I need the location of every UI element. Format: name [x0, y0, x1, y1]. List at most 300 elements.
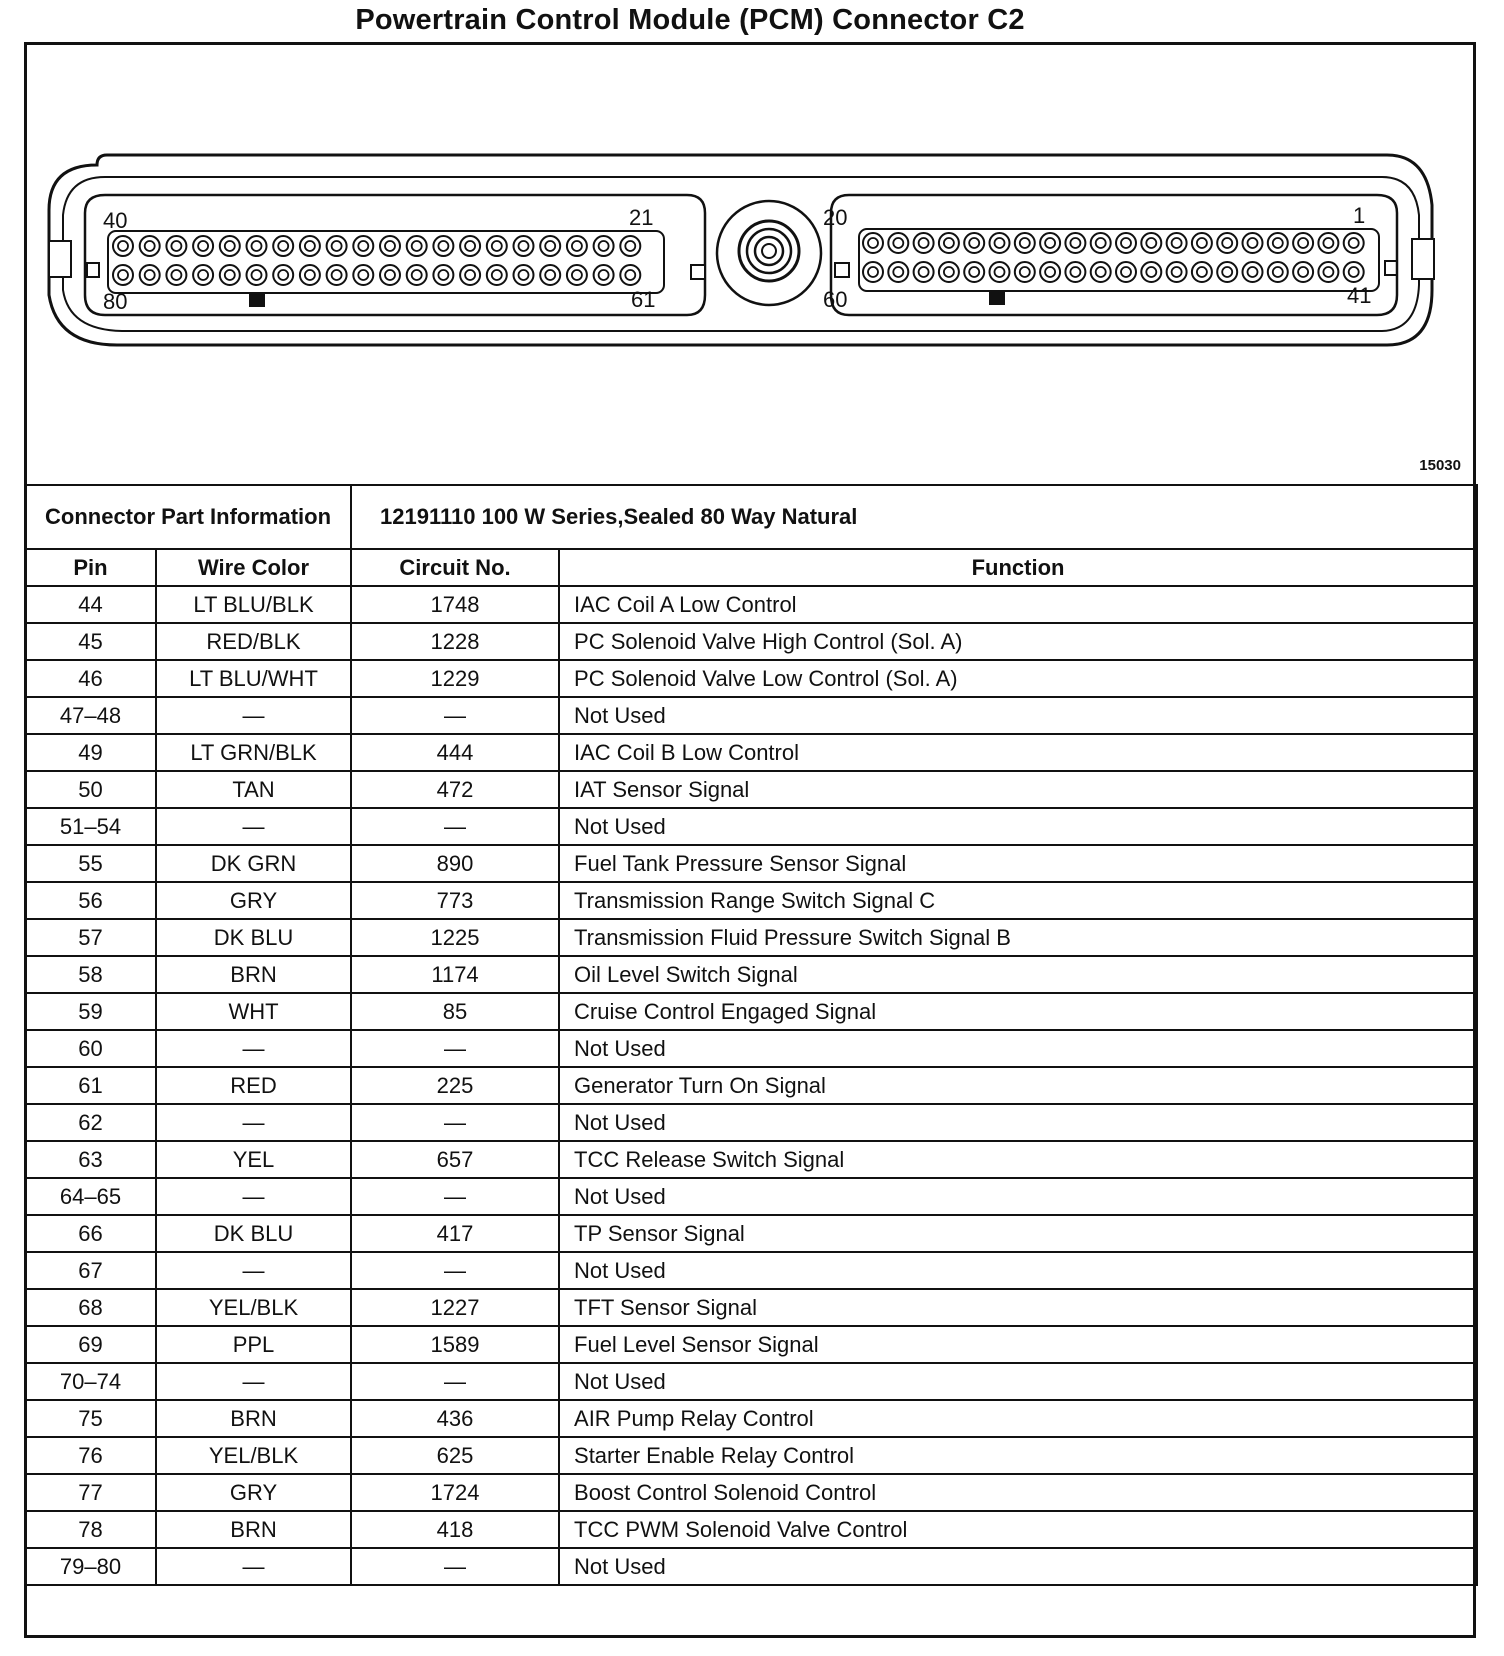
pin-cell: 62: [25, 1104, 156, 1141]
pin-socket-core: [1323, 238, 1333, 248]
pin-socket-core: [868, 238, 878, 248]
function-cell: Not Used: [559, 1104, 1477, 1141]
function-cell: TCC Release Switch Signal: [559, 1141, 1477, 1178]
pin-socket-core: [465, 241, 475, 251]
pin-cell: 76: [25, 1437, 156, 1474]
pin-socket-core: [944, 267, 954, 277]
pin-socket-core: [358, 270, 368, 280]
function-cell: IAC Coil B Low Control: [559, 734, 1477, 771]
circuit-no-cell: 418: [351, 1511, 559, 1548]
pin-socket: [1015, 233, 1035, 253]
function-cell: TFT Sensor Signal: [559, 1289, 1477, 1326]
pin-cell: 68: [25, 1289, 156, 1326]
pinout-table: [24, 484, 1478, 1586]
function-cell: Not Used: [559, 1178, 1477, 1215]
pin-socket-core: [412, 270, 422, 280]
pin-cell: 61: [25, 1067, 156, 1104]
pin-socket: [1192, 262, 1212, 282]
function-cell: AIR Pump Relay Control: [559, 1400, 1477, 1437]
pin-cell: 45: [25, 623, 156, 660]
pin-socket-core: [1096, 238, 1106, 248]
pin-socket-core: [868, 267, 878, 277]
table-row: [25, 1215, 1477, 1252]
pin-socket-core: [1197, 267, 1207, 277]
connector-info-value: 12191110 100 W Series,Sealed 80 Way Natural: [351, 485, 1477, 549]
pin-socket: [113, 236, 133, 256]
pin-socket: [620, 265, 640, 285]
table-row: [25, 1104, 1477, 1141]
table-row: [25, 882, 1477, 919]
pin-socket-core: [1273, 238, 1283, 248]
pin-label-60: 60: [823, 287, 848, 312]
circuit-no-cell: —: [351, 697, 559, 734]
header-wire-color: Wire Color: [156, 549, 351, 586]
pin-socket: [1293, 262, 1313, 282]
pin-socket: [140, 236, 160, 256]
pin-socket: [939, 262, 959, 282]
pin-socket: [964, 233, 984, 253]
wire-color-cell: BRN: [156, 956, 351, 993]
pin-socket-core: [492, 270, 502, 280]
pin-socket: [300, 265, 320, 285]
pin-socket: [567, 236, 587, 256]
header-circuit-no: Circuit No.: [351, 549, 559, 586]
circuit-no-cell: —: [351, 1363, 559, 1400]
table-row: [25, 660, 1477, 697]
pin-cell: 70–74: [25, 1363, 156, 1400]
wire-color-cell: DK BLU: [156, 919, 351, 956]
pin-socket: [1167, 262, 1187, 282]
function-cell: PC Solenoid Valve High Control (Sol. A): [559, 623, 1477, 660]
circuit-no-cell: 1229: [351, 660, 559, 697]
function-cell: TCC PWM Solenoid Valve Control: [559, 1511, 1477, 1548]
pin-socket-core: [225, 241, 235, 251]
circuit-no-cell: 444: [351, 734, 559, 771]
pin-socket: [990, 233, 1010, 253]
wire-color-cell: BRN: [156, 1400, 351, 1437]
pin-socket: [247, 265, 267, 285]
pin-socket-core: [412, 241, 422, 251]
pin-socket: [990, 262, 1010, 282]
table-row: [25, 1363, 1477, 1400]
pin-socket-core: [171, 241, 181, 251]
pin-socket-core: [1248, 238, 1258, 248]
pin-socket: [433, 236, 453, 256]
pin-socket-core: [305, 241, 315, 251]
wire-color-cell: GRY: [156, 882, 351, 919]
table-row: [25, 1437, 1477, 1474]
circuit-no-cell: 472: [351, 771, 559, 808]
wire-color-cell: GRY: [156, 1474, 351, 1511]
wire-color-cell: —: [156, 697, 351, 734]
wire-color-cell: LT BLU/WHT: [156, 660, 351, 697]
table-row: [25, 993, 1477, 1030]
header-pin: Pin: [25, 549, 156, 586]
pin-socket-core: [1349, 238, 1359, 248]
pin-socket-core: [519, 270, 529, 280]
wire-color-cell: LT GRN/BLK: [156, 734, 351, 771]
pin-socket-core: [118, 270, 128, 280]
pin-socket-core: [1045, 238, 1055, 248]
function-cell: Oil Level Switch Signal: [559, 956, 1477, 993]
circuit-no-cell: 1225: [351, 919, 559, 956]
pin-socket: [1116, 233, 1136, 253]
pin-socket: [487, 265, 507, 285]
function-cell: PC Solenoid Valve Low Control (Sol. A): [559, 660, 1477, 697]
circuit-no-cell: 625: [351, 1437, 559, 1474]
pin-label-20: 20: [823, 205, 848, 230]
pin-socket: [567, 265, 587, 285]
function-cell: Not Used: [559, 697, 1477, 734]
center-bolt: [717, 201, 821, 305]
pin-socket: [220, 236, 240, 256]
pin-socket-core: [198, 270, 208, 280]
wire-color-cell: BRN: [156, 1511, 351, 1548]
pin-socket: [1217, 233, 1237, 253]
function-cell: Generator Turn On Signal: [559, 1067, 1477, 1104]
pin-socket: [460, 236, 480, 256]
right-key-mark: [989, 291, 1005, 305]
pin-cell: 46: [25, 660, 156, 697]
pin-cell: 56: [25, 882, 156, 919]
pin-socket-core: [919, 238, 929, 248]
pin-label-61: 61: [631, 287, 656, 312]
pin-socket: [193, 265, 213, 285]
wire-color-cell: TAN: [156, 771, 351, 808]
function-cell: Cruise Control Engaged Signal: [559, 993, 1477, 1030]
circuit-no-cell: 85: [351, 993, 559, 1030]
wire-color-cell: RED: [156, 1067, 351, 1104]
connector-diagram: [27, 45, 1473, 483]
pin-socket-core: [919, 267, 929, 277]
table-row: [25, 1511, 1477, 1548]
pin-socket: [1116, 262, 1136, 282]
table-row: [25, 1067, 1477, 1104]
pin-socket: [220, 265, 240, 285]
pin-socket: [1318, 233, 1338, 253]
pin-cell: 69: [25, 1326, 156, 1363]
connector-info-label: Connector Part Information: [25, 485, 351, 549]
table-row: [25, 919, 1477, 956]
pin-cell: 66: [25, 1215, 156, 1252]
pin-socket: [327, 236, 347, 256]
circuit-no-cell: 890: [351, 845, 559, 882]
pin-socket: [380, 236, 400, 256]
circuit-no-cell: 773: [351, 882, 559, 919]
pin-socket-core: [625, 270, 635, 280]
pin-socket-core: [1172, 238, 1182, 248]
pin-socket: [1167, 233, 1187, 253]
right-pin-block: [831, 195, 1397, 315]
wire-color-cell: YEL/BLK: [156, 1437, 351, 1474]
wire-color-cell: DK BLU: [156, 1215, 351, 1252]
table-row: [25, 1141, 1477, 1178]
pin-socket: [407, 236, 427, 256]
pin-socket: [1091, 233, 1111, 253]
circuit-no-cell: —: [351, 1104, 559, 1141]
circuit-no-cell: 1724: [351, 1474, 559, 1511]
pin-socket-core: [572, 241, 582, 251]
pin-socket-core: [1298, 238, 1308, 248]
pin-socket-core: [438, 241, 448, 251]
wire-color-cell: —: [156, 1030, 351, 1067]
pin-cell: 57: [25, 919, 156, 956]
pin-socket-core: [278, 270, 288, 280]
table-row: [25, 1400, 1477, 1437]
pin-socket-core: [1070, 267, 1080, 277]
wire-color-cell: —: [156, 808, 351, 845]
table-row: [25, 808, 1477, 845]
function-cell: Starter Enable Relay Control: [559, 1437, 1477, 1474]
pin-cell: 67: [25, 1252, 156, 1289]
pin-socket: [1065, 262, 1085, 282]
pin-socket-core: [145, 241, 155, 251]
table-row: [25, 1030, 1477, 1067]
pin-socket-core: [893, 238, 903, 248]
left-key-mark: [249, 293, 265, 307]
wire-color-cell: PPL: [156, 1326, 351, 1363]
function-cell: Not Used: [559, 808, 1477, 845]
pin-socket-core: [1222, 267, 1232, 277]
pin-socket-core: [225, 270, 235, 280]
pin-socket-core: [145, 270, 155, 280]
pin-socket: [1192, 233, 1212, 253]
table-row: [25, 623, 1477, 660]
circuit-no-cell: 1174: [351, 956, 559, 993]
pin-cell: 79–80: [25, 1548, 156, 1585]
circuit-no-cell: —: [351, 1178, 559, 1215]
pin-cell: 44: [25, 586, 156, 623]
pin-socket-core: [1197, 238, 1207, 248]
pin-socket-core: [1121, 267, 1131, 277]
pin-socket-core: [545, 270, 555, 280]
connector-outline-svg: [27, 45, 1473, 483]
pin-socket-core: [1349, 267, 1359, 277]
pin-socket: [166, 265, 186, 285]
table-row: [25, 1474, 1477, 1511]
wire-color-cell: —: [156, 1178, 351, 1215]
pin-socket-core: [1020, 238, 1030, 248]
pin-socket: [247, 236, 267, 256]
page-title: Powertrain Control Module (PCM) Connector C2: [355, 4, 1025, 36]
pin-socket: [300, 236, 320, 256]
circuit-no-cell: 436: [351, 1400, 559, 1437]
pin-socket: [1065, 233, 1085, 253]
pin-cell: 59: [25, 993, 156, 1030]
pin-socket: [1091, 262, 1111, 282]
pin-socket: [1141, 262, 1161, 282]
table-row: [25, 1548, 1477, 1585]
pin-socket-core: [332, 241, 342, 251]
circuit-no-cell: 1228: [351, 623, 559, 660]
wire-color-cell: YEL/BLK: [156, 1289, 351, 1326]
pin-socket: [540, 236, 560, 256]
pin-socket: [594, 265, 614, 285]
pin-socket: [1318, 262, 1338, 282]
pin-socket-core: [1096, 267, 1106, 277]
pin-socket: [433, 265, 453, 285]
pin-socket: [407, 265, 427, 285]
pin-socket-core: [625, 241, 635, 251]
pin-label-1: 1: [1353, 203, 1366, 228]
pin-cell: 75: [25, 1400, 156, 1437]
pin-socket-core: [385, 270, 395, 280]
pin-socket-core: [305, 270, 315, 280]
wire-color-cell: RED/BLK: [156, 623, 351, 660]
pin-socket: [140, 265, 160, 285]
pin-cell: 49: [25, 734, 156, 771]
pin-socket-core: [572, 270, 582, 280]
pin-socket-core: [1070, 238, 1080, 248]
pin-socket-core: [1222, 238, 1232, 248]
pin-socket-core: [278, 241, 288, 251]
pin-socket: [914, 262, 934, 282]
pin-socket-core: [438, 270, 448, 280]
figure-id: 15030: [1419, 457, 1461, 474]
pin-socket-core: [1121, 238, 1131, 248]
table-row: [25, 956, 1477, 993]
pin-socket: [380, 265, 400, 285]
pin-socket: [1015, 262, 1035, 282]
pin-socket: [1268, 262, 1288, 282]
pin-socket-core: [358, 241, 368, 251]
wire-color-cell: —: [156, 1548, 351, 1585]
wire-color-cell: LT BLU/BLK: [156, 586, 351, 623]
pin-socket-core: [385, 241, 395, 251]
pin-socket: [594, 236, 614, 256]
pin-socket: [1293, 233, 1313, 253]
pin-socket: [353, 236, 373, 256]
table-row: [25, 771, 1477, 808]
pin-socket: [514, 265, 534, 285]
pin-socket-core: [519, 241, 529, 251]
pin-socket: [540, 265, 560, 285]
wire-color-cell: —: [156, 1104, 351, 1141]
circuit-no-cell: 417: [351, 1215, 559, 1252]
pin-socket-core: [995, 267, 1005, 277]
pin-socket-core: [599, 270, 609, 280]
pin-socket-core: [1020, 267, 1030, 277]
circuit-no-cell: —: [351, 1030, 559, 1067]
pin-cell: 77: [25, 1474, 156, 1511]
connector-info-row: [25, 485, 1477, 549]
function-cell: Transmission Fluid Pressure Switch Signal B: [559, 919, 1477, 956]
function-cell: Not Used: [559, 1030, 1477, 1067]
pin-cell: 58: [25, 956, 156, 993]
function-cell: Boost Control Solenoid Control: [559, 1474, 1477, 1511]
circuit-no-cell: 1227: [351, 1289, 559, 1326]
pin-socket: [460, 265, 480, 285]
header-function: Function: [559, 549, 1477, 586]
circuit-no-cell: 657: [351, 1141, 559, 1178]
pin-socket: [888, 262, 908, 282]
pin-socket: [620, 236, 640, 256]
pin-cell: 63: [25, 1141, 156, 1178]
pin-cell: 50: [25, 771, 156, 808]
pin-socket-core: [198, 241, 208, 251]
pin-socket-core: [1172, 267, 1182, 277]
pin-socket-core: [252, 241, 262, 251]
pin-socket: [964, 262, 984, 282]
circuit-no-cell: 225: [351, 1067, 559, 1104]
wire-color-cell: DK GRN: [156, 845, 351, 882]
pin-socket-core: [252, 270, 262, 280]
function-cell: Not Used: [559, 1252, 1477, 1289]
pin-socket-core: [1298, 267, 1308, 277]
pin-socket-core: [969, 238, 979, 248]
function-cell: Not Used: [559, 1548, 1477, 1585]
table-row: [25, 697, 1477, 734]
pin-socket-core: [171, 270, 181, 280]
pin-socket: [1344, 262, 1364, 282]
pin-socket-core: [944, 238, 954, 248]
wire-color-cell: —: [156, 1252, 351, 1289]
circuit-no-cell: —: [351, 1252, 559, 1289]
pin-socket-core: [995, 238, 1005, 248]
pin-socket: [273, 236, 293, 256]
pin-socket-core: [1248, 267, 1258, 277]
pin-label-21: 21: [629, 205, 654, 230]
pin-cell: 64–65: [25, 1178, 156, 1215]
pin-cell: 55: [25, 845, 156, 882]
pin-cell: 47–48: [25, 697, 156, 734]
pin-socket: [1040, 262, 1060, 282]
table-row: [25, 845, 1477, 882]
table-row: [25, 1326, 1477, 1363]
pin-cell: 51–54: [25, 808, 156, 845]
wire-color-cell: YEL: [156, 1141, 351, 1178]
pin-socket-core: [1045, 267, 1055, 277]
circuit-no-cell: —: [351, 1548, 559, 1585]
circuit-no-cell: —: [351, 808, 559, 845]
table-row: [25, 1289, 1477, 1326]
pin-socket: [1217, 262, 1237, 282]
function-cell: Fuel Level Sensor Signal: [559, 1326, 1477, 1363]
table-row: [25, 734, 1477, 771]
pin-socket-core: [1146, 267, 1156, 277]
pin-socket-core: [332, 270, 342, 280]
pin-socket: [166, 236, 186, 256]
pin-socket-core: [118, 241, 128, 251]
pin-socket: [113, 265, 133, 285]
table-row: [25, 1178, 1477, 1215]
pin-socket: [1268, 233, 1288, 253]
pin-socket: [888, 233, 908, 253]
pin-socket-core: [599, 241, 609, 251]
pin-socket: [514, 236, 534, 256]
wire-color-cell: —: [156, 1363, 351, 1400]
pin-socket: [273, 265, 293, 285]
pin-cell: 78: [25, 1511, 156, 1548]
pin-socket-core: [893, 267, 903, 277]
pin-socket-core: [1323, 267, 1333, 277]
pin-socket: [487, 236, 507, 256]
pin-socket-core: [492, 241, 502, 251]
pin-socket: [914, 233, 934, 253]
pin-socket-core: [465, 270, 475, 280]
pin-socket: [939, 233, 959, 253]
function-cell: TP Sensor Signal: [559, 1215, 1477, 1252]
pin-socket: [353, 265, 373, 285]
pin-socket-core: [1273, 267, 1283, 277]
pin-socket: [1141, 233, 1161, 253]
table-header-row: [25, 549, 1477, 586]
pin-socket: [1040, 233, 1060, 253]
function-cell: IAT Sensor Signal: [559, 771, 1477, 808]
pin-socket: [1243, 233, 1263, 253]
table-row: [25, 586, 1477, 623]
pin-cell: 60: [25, 1030, 156, 1067]
